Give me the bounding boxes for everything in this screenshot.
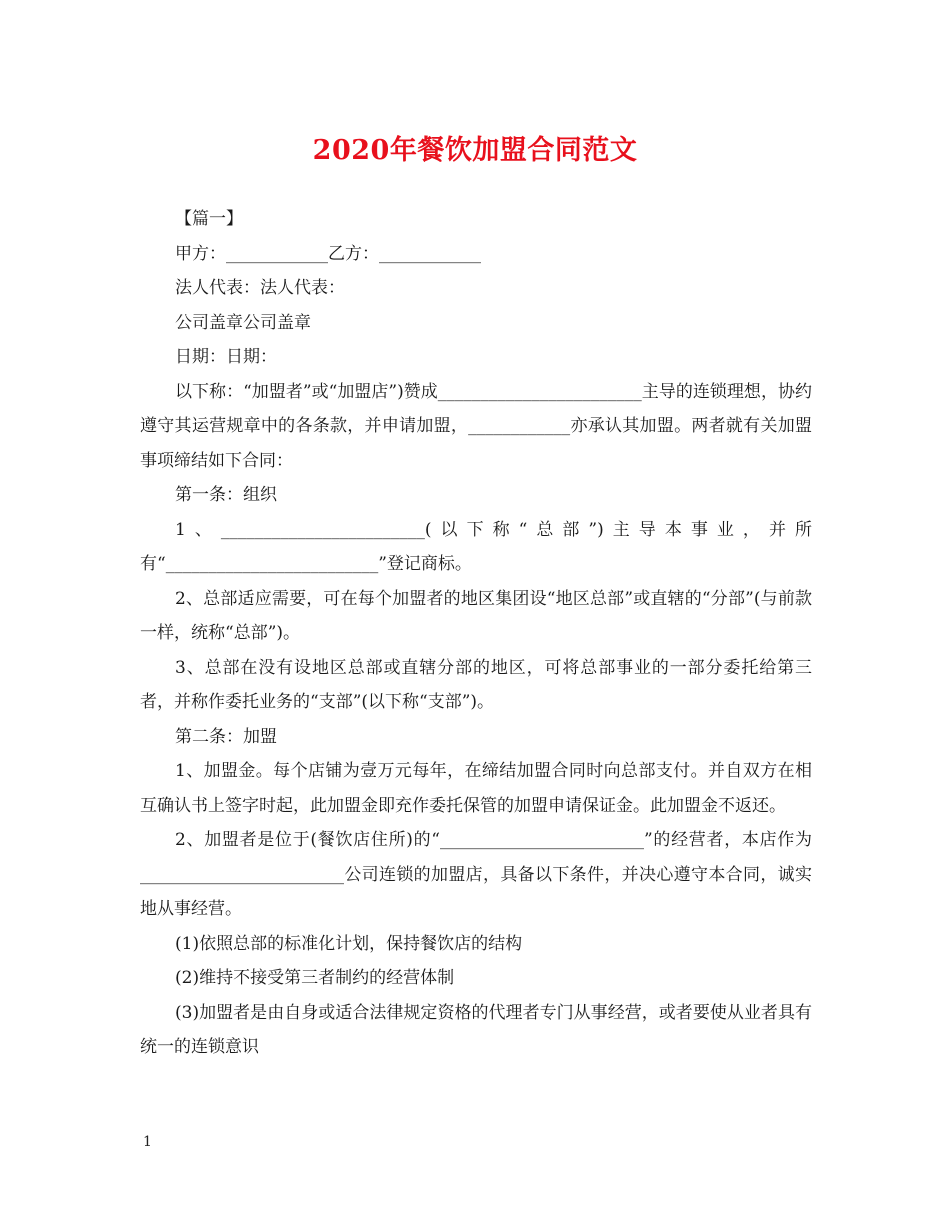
article-heading: 第二条：加盟 bbox=[175, 726, 277, 747]
document-body bbox=[140, 202, 812, 1065]
condition-item: (1)依照总部的标准化计划，保持餐饮店的结构 bbox=[175, 933, 523, 954]
clause-paragraph: 1、加盟金。每个店铺为壹万元每年，在缔结加盟合同时向总部支付。并自双方在相互确认书上签字时起，此加盟金即充作委托保管的加盟申请保证金。此加盟金不返还。 bbox=[140, 761, 812, 816]
clause-paragraph: 1、________________________(以下称“总部”)主导本事业，并所有“_________________________”登记商标。 bbox=[140, 519, 812, 574]
condition-item: (3)加盟者是由自身或适合法律规定资格的代理者专门从事经营，或者要使从业者具有统一的连锁意识 bbox=[140, 1002, 812, 1057]
clause-paragraph: 2、总部适应需要，可在每个加盟者的地区集团设“地区总部”或直辖的“分部”(与前款一样，统称“总部”)。 bbox=[140, 588, 812, 643]
clause-paragraph: 2、加盟者是位于(餐饮店住所)的“________________________”的经营者，本店作为________________________公司连锁的加盟店，具备以下条件，并决心遵守本合同，诚实地从事经营。 bbox=[140, 830, 812, 919]
condition-item: (2)维持不接受第三者制约的经营体制 bbox=[175, 968, 455, 988]
clause-paragraph: 3、总部在没有设地区总部或直辖分部的地区，可将总部事业的一部分委托给第三者，并称作委托业务的“支部”(以下称“支部”)。 bbox=[140, 657, 812, 712]
page-number: 1 bbox=[143, 1134, 152, 1150]
section-heading: 【篇一】 bbox=[175, 209, 243, 229]
date-line: 日期：日期： bbox=[175, 347, 277, 367]
seal-line: 公司盖章公司盖章 bbox=[175, 312, 311, 333]
party-line: 甲方：____________乙方：____________ bbox=[175, 243, 481, 264]
legal-rep-line: 法人代表：法人代表： bbox=[175, 278, 345, 298]
preamble-paragraph: 以下称：“加盟者”或“加盟店”)赞成________________________主导的连锁理想，协约遵守其运营规章中的各条款，并申请加盟，____________亦承认其加盟。两者就有关加盟事项缔结如下合同： bbox=[140, 381, 812, 471]
document-title: 2020年餐饮加盟合同范文 bbox=[312, 135, 638, 166]
article-heading: 第一条：组织 bbox=[175, 485, 277, 505]
